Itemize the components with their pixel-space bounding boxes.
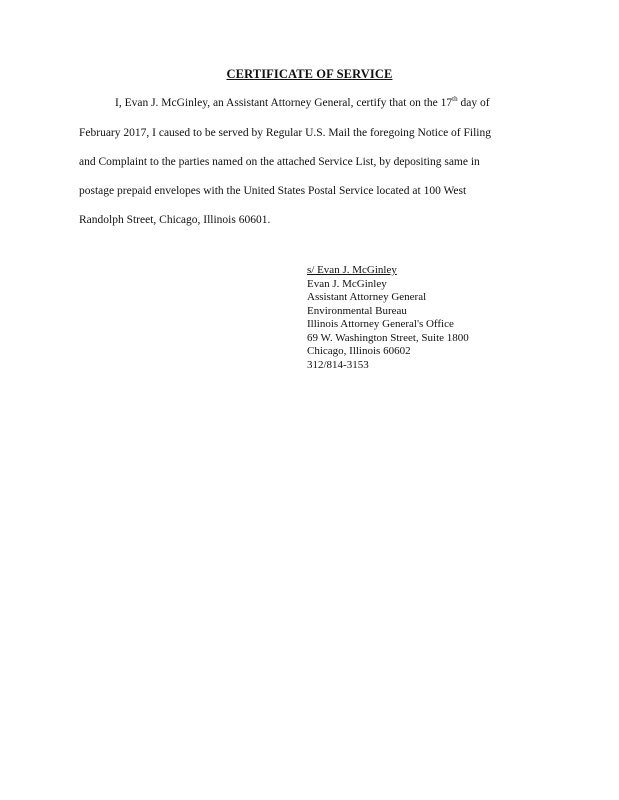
signer-name: Evan J. McGinley <box>307 277 387 290</box>
signer-office: Illinois Attorney General's Office <box>307 318 454 330</box>
signer-address: 69 W. Washington Street, Suite 1800 <box>307 331 469 344</box>
signer-phone: 312/814-3153 <box>307 358 369 371</box>
signature-block <box>307 264 469 372</box>
electronic-signature: s/ Evan J. McGinley <box>307 264 397 276</box>
document-title: CERTIFICATE OF SERVICE <box>226 67 393 81</box>
body-line-2: February 2017, I caused to be served by Regular U.S. Mail the foregoing Notice of Filing <box>79 127 491 139</box>
body-line-1-end: day of <box>457 97 490 109</box>
body-line-4: postage prepaid envelopes with the United States Postal Service located at 100 West <box>79 185 467 197</box>
signer-position: Assistant Attorney General <box>307 291 427 303</box>
body-line-1 <box>115 96 490 110</box>
body-line-1-text: I, Evan J. McGinley, an Assistant Attorney General, certify that on the 17 <box>115 97 453 109</box>
signer-city: Chicago, Illinois 60602 <box>307 345 411 357</box>
body-line-3: and Complaint to the parties named on the attached Service List, by depositing same in <box>79 156 480 168</box>
body-line-5: Randolph Street, Chicago, Illinois 60601. <box>79 214 271 226</box>
signer-bureau: Environmental Bureau <box>307 304 407 317</box>
ordinal-suffix: th <box>452 95 458 104</box>
